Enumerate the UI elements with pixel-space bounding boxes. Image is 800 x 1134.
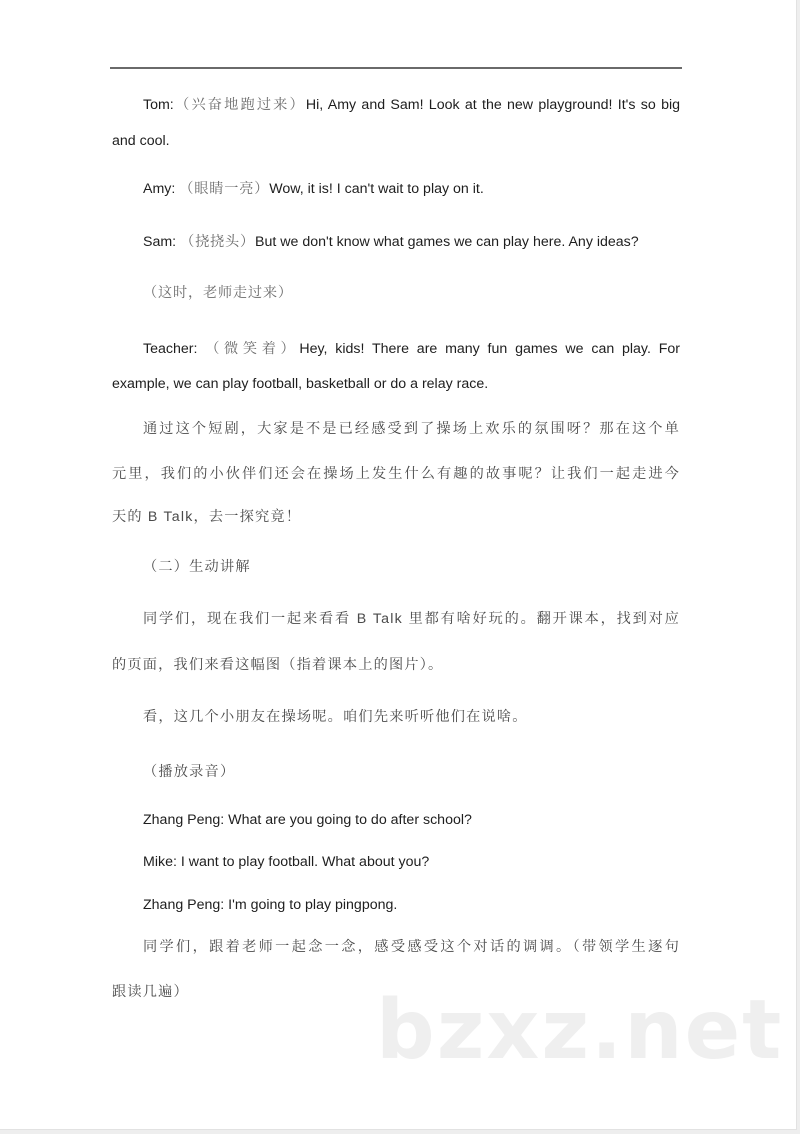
paragraph-text: 天的 B Talk，去一探究竟！: [112, 509, 302, 525]
dialogue-line-zhang-peng: [143, 810, 680, 830]
dialogue-line-mike: [143, 852, 680, 872]
paragraph-line: [112, 655, 680, 675]
stage-direction: （兴奋地跑过来）: [173, 97, 306, 113]
stage-direction-line: [143, 762, 680, 782]
dialogue-text: Hey, kids! There are many fun games we can play. For: [299, 341, 680, 357]
dialogue-text: Mike: I want to play football. What about you?: [143, 854, 430, 870]
dialogue-line-continued: [112, 131, 680, 151]
paragraph-text: 看，这几个小朋友在操场呢。咱们先来听听他们在说啥。: [143, 709, 528, 725]
stage-direction: （微笑着）: [205, 341, 300, 357]
dialogue-text: Hi, Amy and Sam! Look at the new playground! It's so big: [305, 97, 681, 113]
dialogue-text: and cool.: [112, 133, 170, 149]
header-rule: [110, 67, 682, 69]
speaker-name: Amy:: [143, 181, 176, 197]
paragraph-line: [143, 419, 680, 439]
paragraph-line: [143, 937, 680, 957]
paragraph-text: 跟读几遍）: [112, 984, 189, 1000]
paragraph-text: 元里，我们的小伙伴们还会在操场上发生什么有趣的故事呢？让我们一起走进今: [112, 466, 680, 482]
stage-direction: （挠挠头）: [180, 234, 256, 250]
dialogue-text: But we don't know what games we can play here. Any ideas?: [255, 234, 639, 250]
speaker-name: Tom:: [143, 97, 174, 113]
dialogue-line-continued: [112, 374, 680, 394]
dialogue-line-tom: [143, 95, 680, 115]
stage-direction-line: [143, 283, 680, 303]
dialogue-line-sam: [143, 232, 680, 252]
dialogue-text: Zhang Peng: I'm going to play pingpong.: [143, 897, 398, 913]
dialogue-text: example, we can play football, basketball or do a relay race.: [112, 376, 489, 392]
stage-direction: （这时，老师走过来）: [143, 285, 293, 301]
paragraph-text: 的页面，我们来看这幅图（指着课本上的图片）。: [112, 657, 444, 673]
dialogue-line-zhang-peng: [143, 895, 680, 915]
dialogue-line-teacher: [143, 339, 680, 359]
speaker-name: Teacher:: [143, 341, 198, 357]
paragraph-line: [143, 609, 680, 629]
paragraph-text: 同学们，现在我们一起来看看 B Talk 里都有啥好玩的。翻开课本，找到对应: [143, 611, 680, 627]
watermark: bzxz.net: [376, 983, 784, 1078]
section-heading-text: （二）生动讲解: [143, 559, 251, 575]
speaker-name: Sam:: [143, 234, 177, 250]
paragraph-line: [112, 507, 680, 527]
paragraph-text: 同学们，跟着老师一起念一念，感受感受这个对话的调调。（带领学生逐句: [143, 939, 680, 955]
stage-direction: （播放录音）: [143, 764, 236, 780]
dialogue-line-amy: [143, 179, 680, 199]
paragraph-text: 通过这个短剧，大家是不是已经感受到了操场上欢乐的氛围呀？那在这个单: [143, 421, 680, 437]
stage-direction: （眼睛一亮）: [179, 181, 270, 197]
dialogue-text: Wow, it is! I can't wait to play on it.: [269, 181, 484, 197]
section-heading: [143, 557, 680, 577]
dialogue-text: Zhang Peng: What are you going to do after school?: [143, 812, 472, 828]
paragraph-line: [112, 464, 680, 484]
paragraph-line: [143, 707, 680, 727]
